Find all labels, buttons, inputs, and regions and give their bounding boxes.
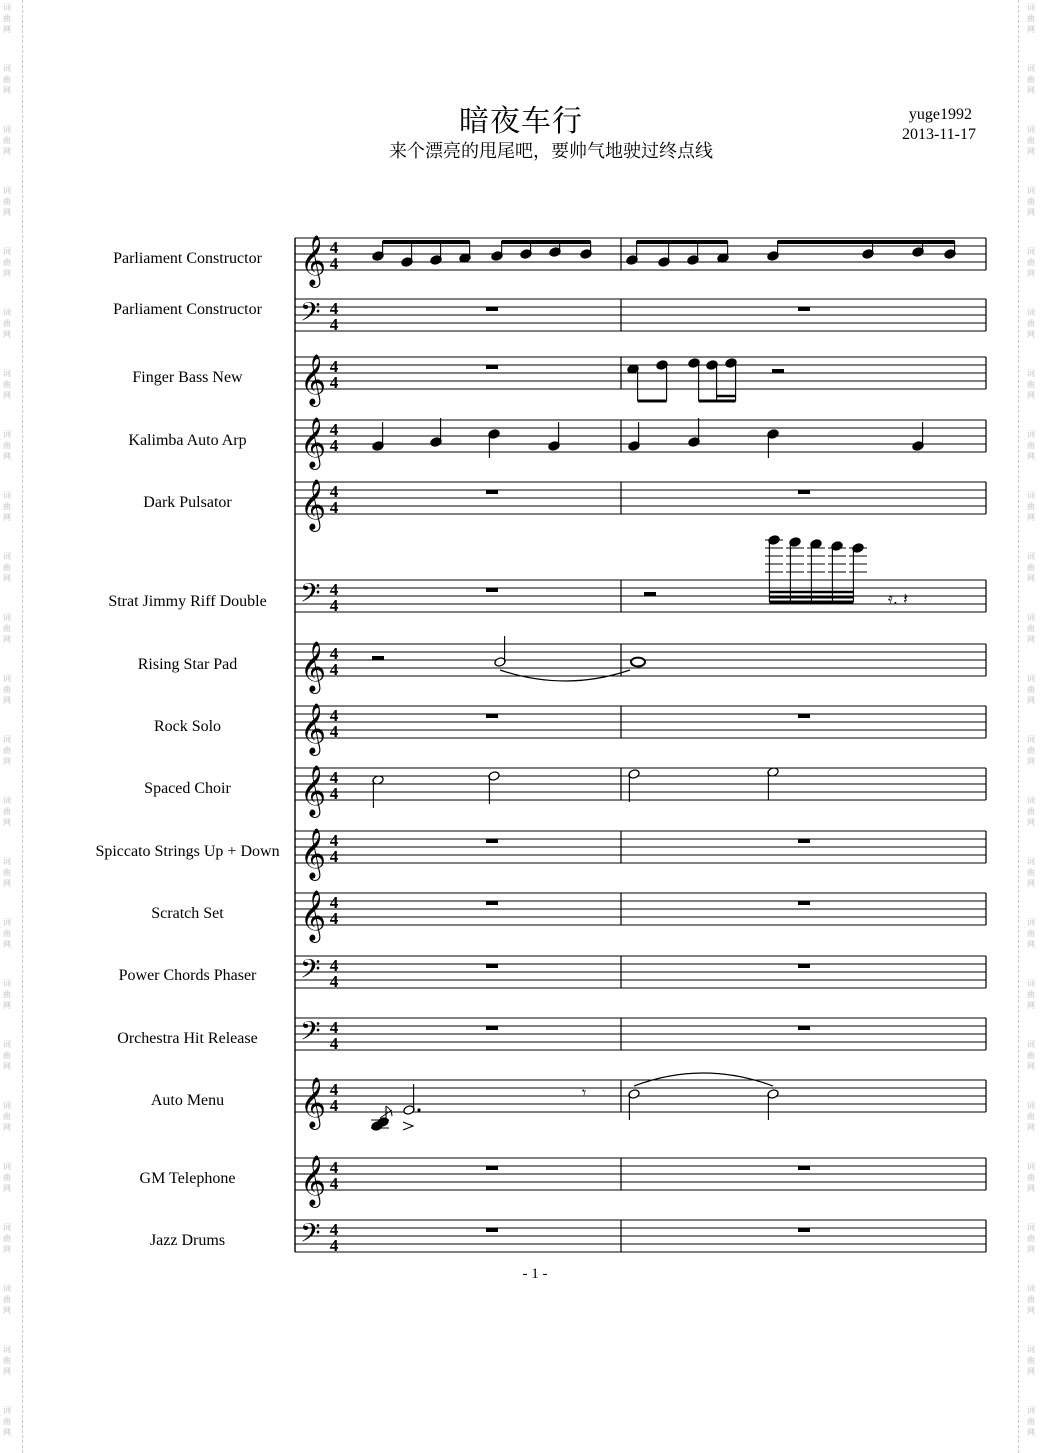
watermark-stamp: 词 曲 网	[1027, 796, 1035, 827]
watermark-stamp: 词 曲 网	[1027, 613, 1035, 644]
instrument-label: Rock Solo	[153, 718, 222, 735]
treble-clef-icon: 𝄞	[300, 417, 327, 468]
time-signature-numerator: 4	[329, 1080, 339, 1099]
eighth-rest: 𝄾	[582, 1083, 587, 1102]
watermark-stamp: 词 曲 网	[3, 186, 11, 217]
whole-rest	[486, 964, 498, 968]
time-signature-numerator: 4	[329, 893, 339, 912]
watermark-stamp: 词 曲 网	[1027, 674, 1035, 705]
time-signature-denominator: 4	[329, 498, 339, 517]
watermark-stamp: 词 曲 网	[1027, 1284, 1035, 1315]
whole-rest	[798, 1228, 810, 1232]
watermark-stamp: 词 曲 网	[3, 1223, 11, 1254]
watermark-stamp: 词 曲 网	[3, 3, 11, 34]
whole-rest	[798, 490, 810, 494]
watermark-stamp: 词 曲 网	[3, 735, 11, 766]
watermark-stamp: 词 曲 网	[1027, 308, 1035, 339]
time-signature-denominator: 4	[329, 1096, 339, 1115]
treble-clef-icon: 𝄞	[300, 703, 327, 754]
whole-rest	[798, 1026, 810, 1030]
whole-rest	[486, 490, 498, 494]
time-signature-denominator: 4	[329, 972, 339, 991]
watermark-stamp: 词 曲 网	[3, 796, 11, 827]
watermark-stamp: 词 曲 网	[3, 247, 11, 278]
time-signature-denominator: 4	[329, 1236, 339, 1255]
watermark-stamp: 词 曲 网	[3, 1284, 11, 1315]
time-signature-numerator: 4	[329, 831, 339, 850]
watermark-stamp: 词 曲 网	[3, 308, 11, 339]
treble-clef-icon: 𝄞	[300, 890, 327, 941]
watermark-stamp: 词 曲 网	[1027, 918, 1035, 949]
time-signature-denominator: 4	[329, 847, 339, 866]
treble-clef-icon: 𝄞	[300, 1077, 327, 1128]
watermark-stamp: 词 曲 网	[1027, 3, 1035, 34]
whole-rest	[486, 588, 498, 592]
watermark-stamp: 词 曲 网	[1027, 1406, 1035, 1437]
watermark-stamp: 词 曲 网	[1027, 735, 1035, 766]
watermark-stamp: 词 曲 网	[1027, 1162, 1035, 1193]
page-number: - 1 -	[522, 1266, 548, 1282]
bass-clef-icon: 𝄢	[300, 1015, 321, 1053]
watermark-stamp: 词 曲 网	[1027, 369, 1035, 400]
watermark-stamp: 词 曲 网	[3, 1345, 11, 1376]
instrument-label: Auto Menu	[150, 1092, 225, 1109]
watermark-stamp: 词 曲 网	[3, 674, 11, 705]
accent-mark	[403, 1122, 413, 1130]
whole-rest	[486, 839, 498, 843]
time-signature-numerator: 4	[329, 768, 339, 787]
time-signature-numerator: 4	[329, 482, 339, 501]
bass-clef-icon: 𝄢	[300, 296, 321, 334]
instrument-label: Parliament Constructor	[113, 250, 262, 267]
augmentation-dot	[417, 1108, 420, 1111]
rest-symbol: 𝄿. 𝄽	[888, 589, 908, 608]
half-rest	[644, 592, 656, 596]
watermark-stamp: 词 曲 网	[1027, 186, 1035, 217]
time-signature-denominator: 4	[329, 1174, 339, 1193]
watermark-stamp: 词 曲 网	[3, 369, 11, 400]
whole-rest	[798, 839, 810, 843]
time-signature-numerator: 4	[329, 1018, 339, 1037]
watermark-stamp: 词 曲 网	[3, 552, 11, 583]
instrument-label: Power Chords Phaser	[118, 967, 257, 984]
watermark-stamp: 词 曲 网	[3, 1101, 11, 1132]
time-signature-denominator: 4	[329, 315, 339, 334]
watermark-stamp: 词 曲 网	[1027, 125, 1035, 156]
time-signature-numerator: 4	[329, 357, 339, 376]
watermark-stamp: 词 曲 网	[1027, 1345, 1035, 1376]
time-signature-numerator: 4	[329, 420, 339, 439]
treble-clef-icon: 𝄞	[300, 235, 327, 286]
composer-name: yuge1992	[908, 106, 972, 123]
whole-rest	[798, 714, 810, 718]
whole-rest	[798, 901, 810, 905]
time-signature-denominator: 4	[329, 596, 339, 615]
whole-note-head	[631, 658, 645, 667]
time-signature-numerator: 4	[329, 1158, 339, 1177]
instrument-label: Scratch Set	[151, 905, 224, 922]
treble-clef-icon: 𝄞	[300, 1155, 327, 1206]
treble-clef-icon: 𝄞	[300, 354, 327, 405]
watermark-stamp: 词 曲 网	[3, 64, 11, 95]
watermark-stamp: 词 曲 网	[3, 1406, 11, 1437]
time-signature-denominator: 4	[329, 722, 339, 741]
watermark-stamp: 词 曲 网	[3, 918, 11, 949]
instrument-label: Orchestra Hit Release	[117, 1030, 258, 1047]
watermark-stamp: 词 曲 网	[3, 979, 11, 1010]
score-subtitle: 来个漂亮的甩尾吧，要帅气地驶过终点线	[389, 141, 713, 162]
treble-clef-icon: 𝄞	[300, 765, 327, 816]
score-title: 暗夜车行	[459, 104, 583, 139]
whole-rest	[798, 1166, 810, 1170]
watermark-stamp: 词 曲 网	[1027, 491, 1035, 522]
time-signature-denominator: 4	[329, 436, 339, 455]
watermark-stamp: 词 曲 网	[3, 125, 11, 156]
time-signature-numerator: 4	[329, 706, 339, 725]
instrument-label: Spiccato Strings Up + Down	[95, 843, 280, 860]
time-signature-denominator: 4	[329, 660, 339, 679]
instrument-label: Finger Bass New	[132, 369, 243, 386]
whole-rest	[486, 365, 498, 369]
instrument-label: Jazz Drums	[149, 1232, 226, 1249]
whole-rest	[486, 1166, 498, 1170]
watermark-stamp: 词 曲 网	[3, 857, 11, 888]
notes-layer	[371, 241, 956, 1232]
watermark-stamp: 词 曲 网	[1027, 979, 1035, 1010]
watermark-stamp: 词 曲 网	[1027, 1101, 1035, 1132]
watermark-stamp: 词 曲 网	[1027, 552, 1035, 583]
whole-rest	[798, 964, 810, 968]
treble-clef-icon: 𝄞	[300, 828, 327, 879]
instrument-label: Kalimba Auto Arp	[128, 432, 247, 449]
time-signature-denominator: 4	[329, 373, 339, 392]
watermark-stamp: 词 曲 网	[3, 491, 11, 522]
treble-clef-icon: 𝄞	[300, 479, 327, 530]
time-signature-numerator: 4	[329, 580, 339, 599]
whole-rest	[798, 307, 810, 311]
half-rest	[372, 656, 384, 660]
bass-clef-icon: 𝄢	[300, 1217, 321, 1255]
time-signature-denominator: 4	[329, 254, 339, 273]
watermark-stamp: 词 曲 网	[1027, 1223, 1035, 1254]
bass-clef-icon: 𝄢	[300, 577, 321, 615]
watermark-stamp: 词 曲 网	[3, 1040, 11, 1071]
watermark-stamp: 词 曲 网	[1027, 1040, 1035, 1071]
composition-date: 2013-11-17	[901, 126, 976, 143]
instrument-label: GM Telephone	[139, 1170, 236, 1187]
whole-rest	[486, 901, 498, 905]
time-signature-numerator: 4	[329, 1220, 339, 1239]
whole-rest	[486, 1228, 498, 1232]
whole-rest	[486, 1026, 498, 1030]
time-signature-denominator: 4	[329, 1034, 339, 1053]
time-signature-denominator: 4	[329, 784, 339, 803]
instrument-label: Spaced Choir	[144, 780, 231, 797]
watermark-stamp: 词 曲 网	[3, 430, 11, 461]
instrument-label: Dark Pulsator	[143, 494, 232, 511]
watermark-stamp: 词 曲 网	[1027, 857, 1035, 888]
watermark-stamp: 词 曲 网	[1027, 430, 1035, 461]
time-signature-numerator: 4	[329, 956, 339, 975]
whole-rest	[486, 714, 498, 718]
instrument-label: Strat Jimmy Riff Double	[108, 593, 267, 610]
half-rest	[772, 369, 784, 373]
time-signature-numerator: 4	[329, 238, 339, 257]
staves-layer	[295, 235, 986, 1255]
watermark-stamp: 词 曲 网	[1027, 247, 1035, 278]
time-signature-numerator: 4	[329, 299, 339, 318]
watermark-stamp: 词 曲 网	[3, 613, 11, 644]
instrument-label: Parliament Constructor	[113, 301, 262, 318]
instrument-label: Rising Star Pad	[137, 656, 238, 673]
watermark-stamp: 词 曲 网	[1027, 64, 1035, 95]
time-signature-numerator: 4	[329, 644, 339, 663]
watermark-stamp: 词 曲 网	[3, 1162, 11, 1193]
treble-clef-icon: 𝄞	[300, 641, 327, 692]
time-signature-denominator: 4	[329, 909, 339, 928]
whole-rest	[486, 307, 498, 311]
bass-clef-icon: 𝄢	[300, 953, 321, 991]
